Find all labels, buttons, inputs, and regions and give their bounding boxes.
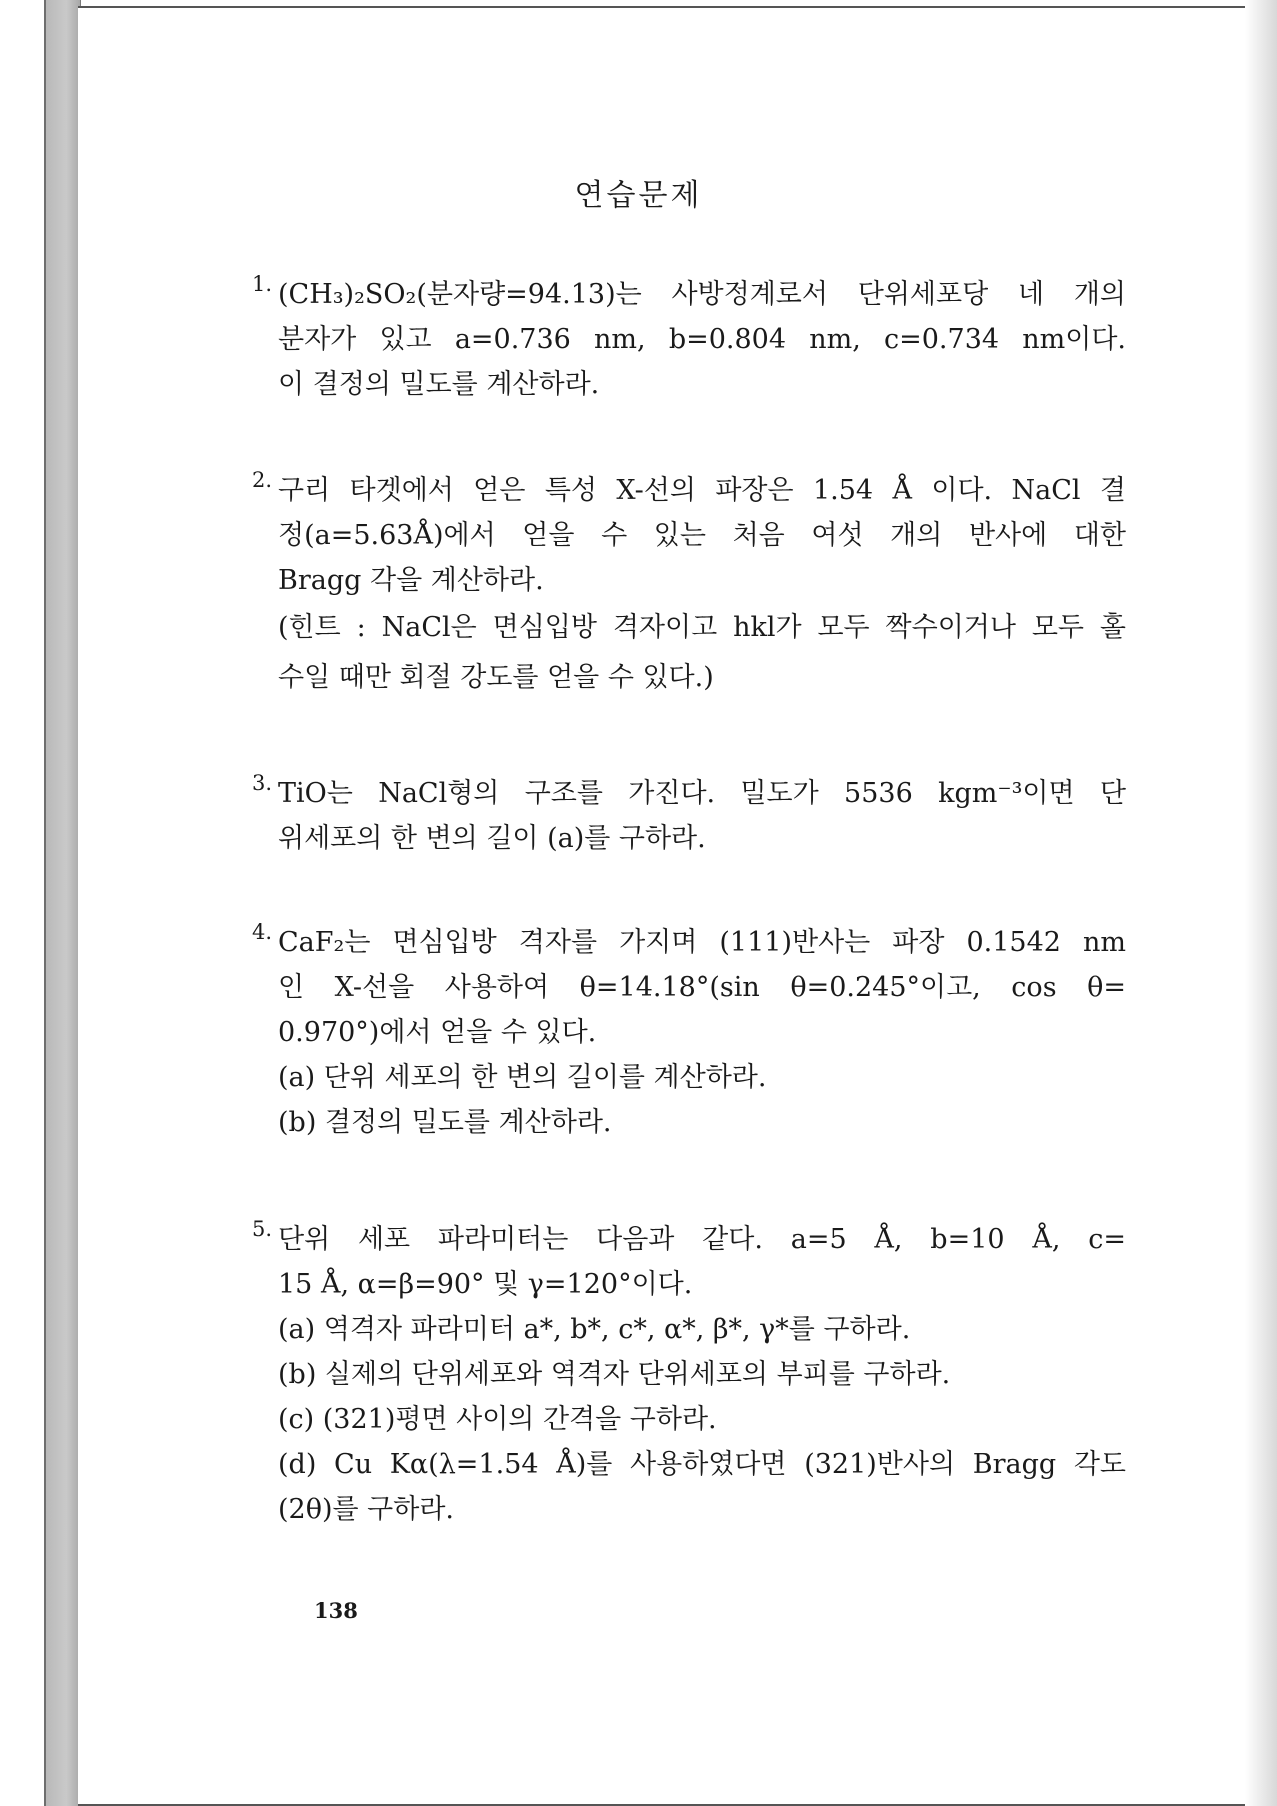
problem-line: Bragg 각을 계산하라. [278, 565, 544, 596]
problem-1 [252, 272, 1126, 407]
sub-question: (b) 실제의 단위세포와 역격자 단위세포의 부피를 구하라. [278, 1359, 951, 1390]
problem-number: 2. [252, 468, 273, 492]
problem-line: 인 X-선을 사용하여 θ=14.18°(sin θ=0.245°이고, cos θ= [278, 972, 1126, 1003]
problem-line: 0.970°)에서 얻을 수 있다. [278, 1017, 597, 1048]
problem-number: 5. [252, 1217, 273, 1241]
problem-line: CaF₂는 면심입방 격자를 가지며 (111)반사는 파장 0.1542 nm [278, 927, 1126, 958]
problem-line: TiO는 NaCl형의 구조를 가진다. 밀도가 5536 kgm⁻³이면 단 [278, 778, 1126, 809]
problem-line: 이 결정의 밀도를 계산하라. [278, 369, 600, 400]
problem-number: 4. [252, 920, 273, 944]
sub-question: (a) 역격자 파라미터 a*, b*, c*, α*, β*, γ*를 구하라. [278, 1314, 911, 1345]
problem-line: 위세포의 한 변의 길이 (a)를 구하라. [278, 823, 706, 854]
problem-2 [252, 468, 1126, 703]
hint-line: (힌트 : NaCl은 면심입방 격자이고 hkl가 모두 짝수이거나 모두 홀 [278, 612, 1126, 643]
hint-line: 수일 때만 회절 강도를 얻을 수 있다.) [278, 662, 714, 693]
book-spine [44, 0, 81, 1806]
problem-line: 구리 타겟에서 얻은 특성 X-선의 파장은 1.54 Å 이다. NaCl 결 [278, 475, 1126, 506]
sub-question: (a) 단위 세포의 한 변의 길이를 계산하라. [278, 1062, 767, 1093]
page-edge-shadow [1245, 0, 1277, 1806]
problem-3 [252, 771, 1126, 861]
problem-line: (CH₃)₂SO₂(분자량=94.13)는 사방정계로서 단위세포당 네 개의 [278, 279, 1126, 310]
page-number: 138 [314, 1598, 358, 1623]
sub-question: (b) 결정의 밀도를 계산하라. [278, 1107, 612, 1138]
sub-question: (d) Cu Kα(λ=1.54 Å)를 사용하였다면 (321)반사의 Bragg 각도 [278, 1449, 1126, 1480]
problem-line: 정(a=5.63Å)에서 얻을 수 있는 처음 여섯 개의 반사에 대한 [278, 520, 1126, 551]
problem-4 [252, 920, 1126, 1145]
problem-line: 15 Å, α=β=90° 및 γ=120°이다. [278, 1269, 693, 1300]
problem-line: 분자가 있고 a=0.736 nm, b=0.804 nm, c=0.734 nm이다. [278, 324, 1126, 355]
sub-question: (c) (321)평면 사이의 간격을 구하라. [278, 1404, 717, 1435]
sub-question: (2θ)를 구하라. [278, 1494, 454, 1525]
problem-line: 단위 세포 파라미터는 다음과 같다. a=5 Å, b=10 Å, c= [278, 1224, 1126, 1255]
problem-number: 3. [252, 771, 273, 795]
problem-number: 1. [252, 272, 273, 296]
problem-5 [252, 1217, 1126, 1532]
page-title: 연습문제 [574, 178, 703, 213]
